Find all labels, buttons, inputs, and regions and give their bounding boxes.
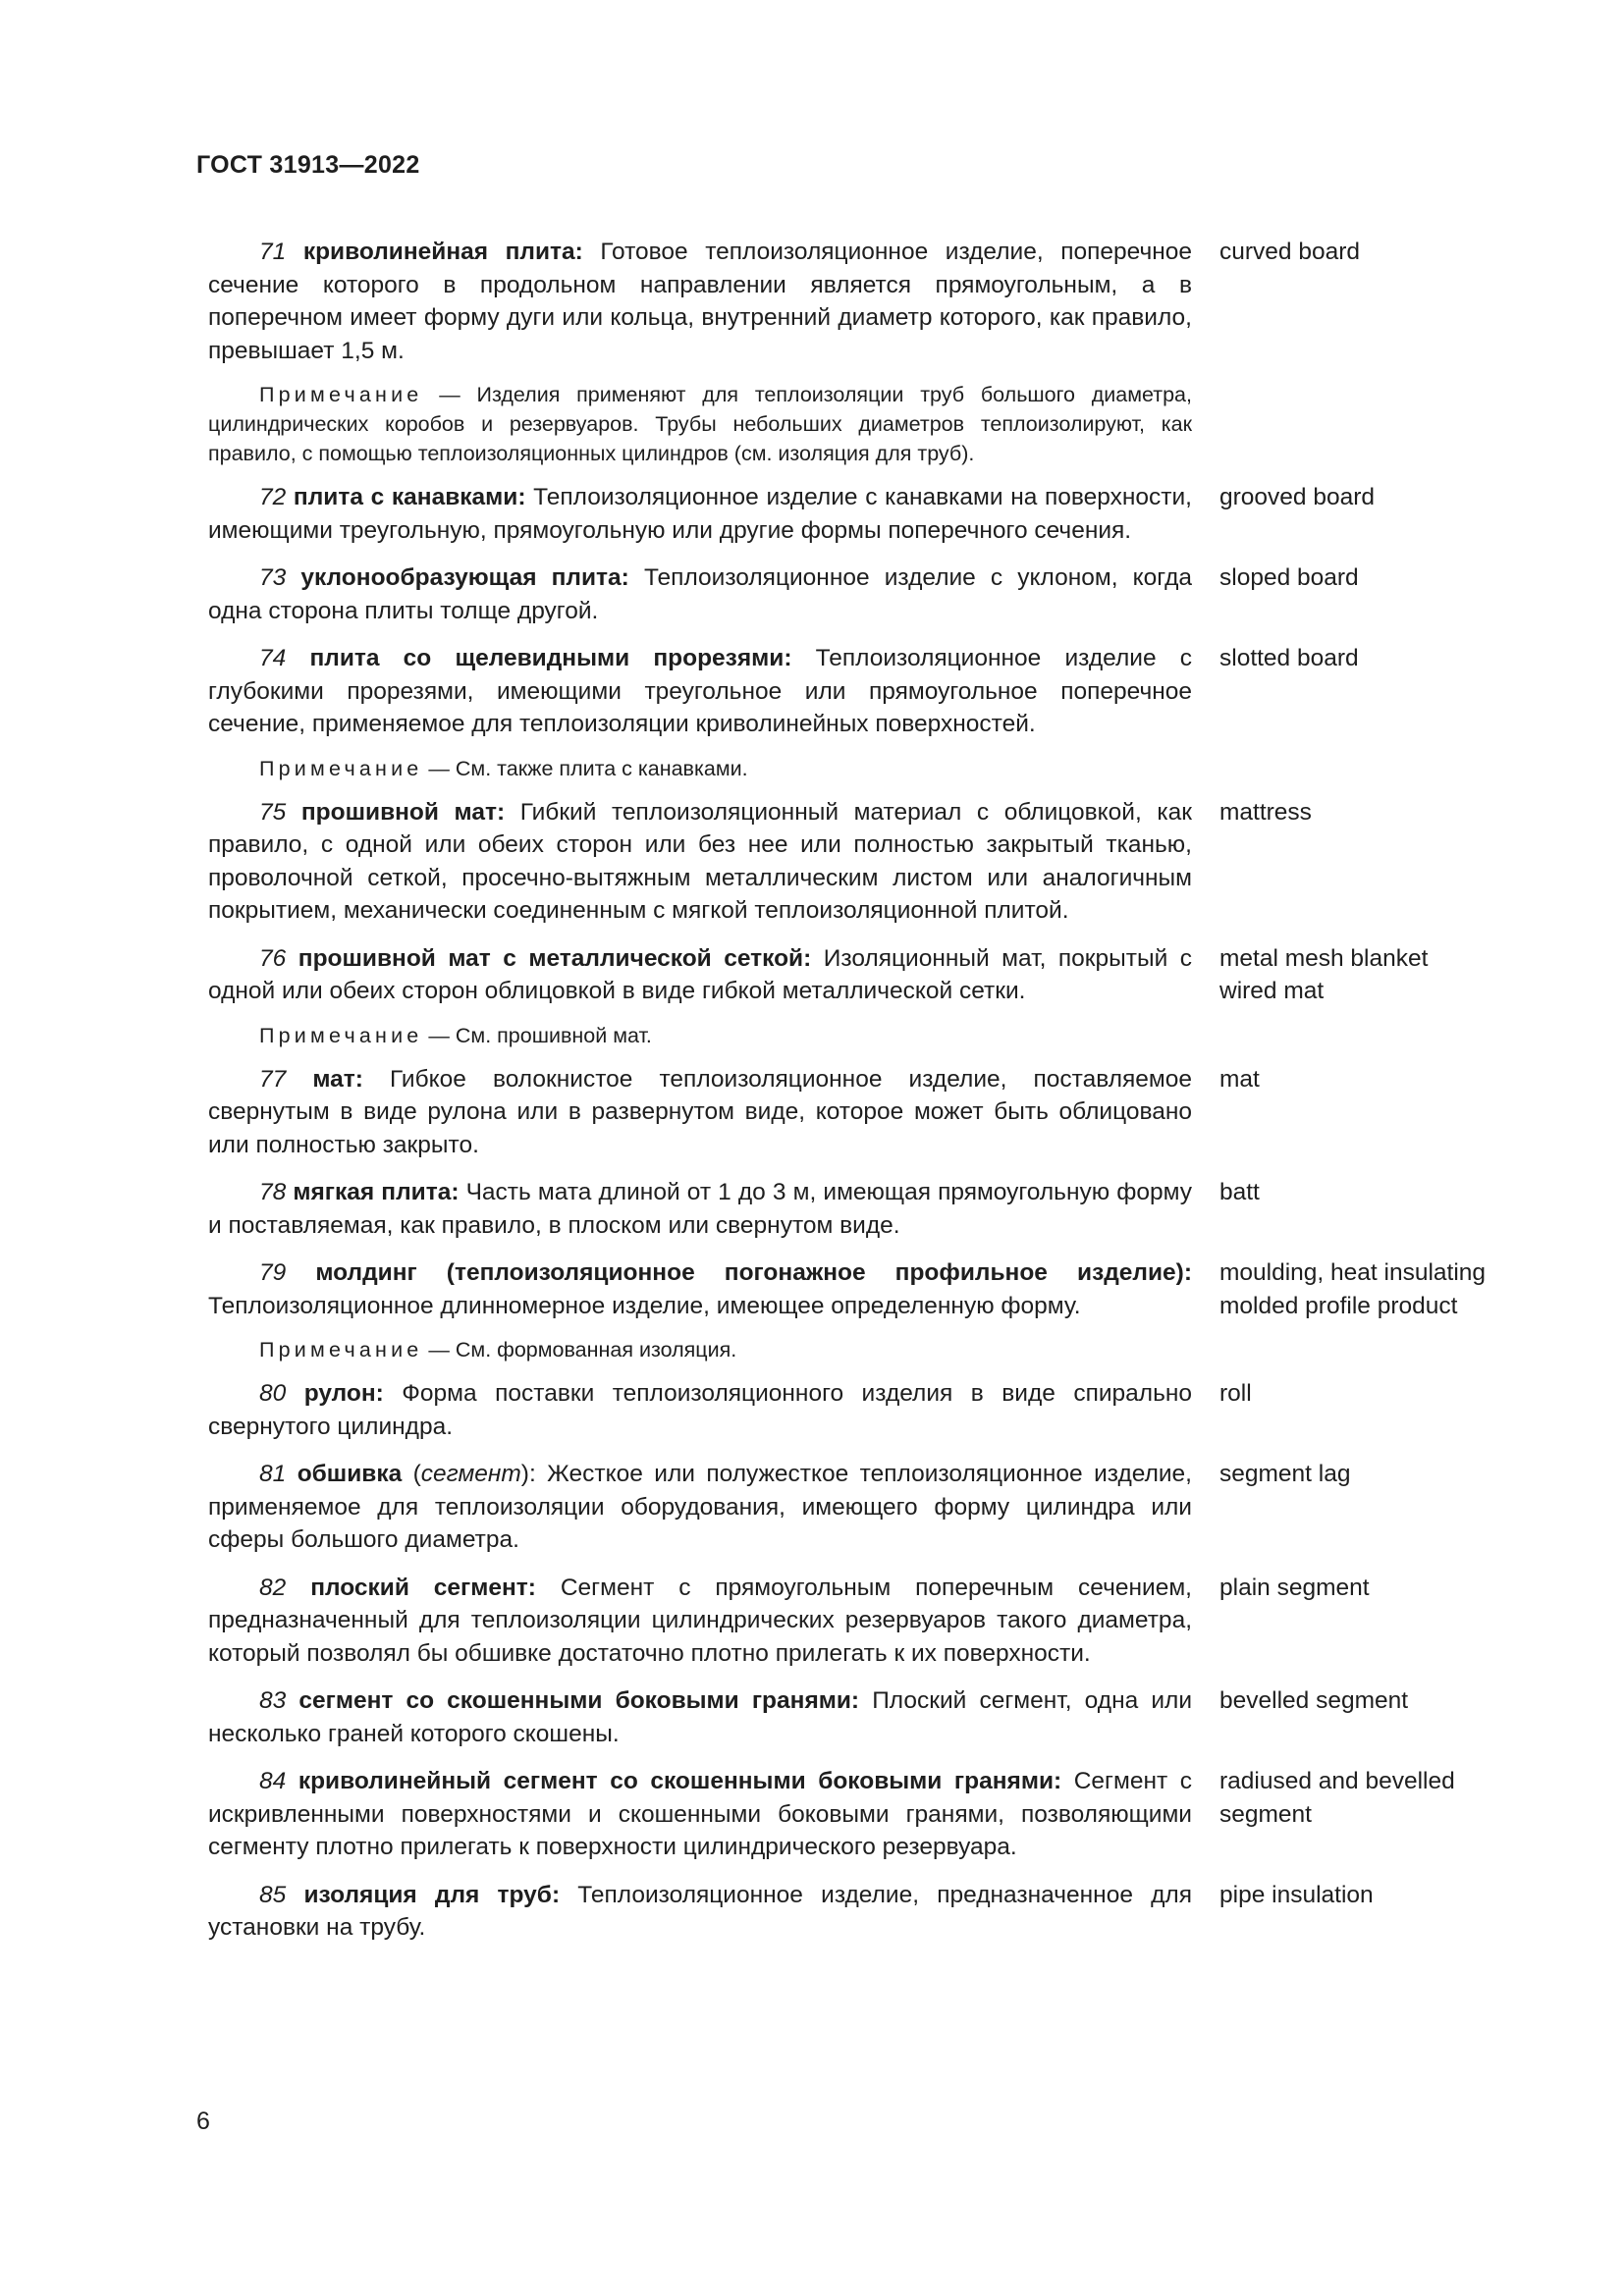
term-name: мат:	[312, 1065, 363, 1093]
english-term: mat	[1219, 1065, 1260, 1093]
definition-text: Жесткое или полужесткое теплоизоляционное изделие, применяемое для теплоизоляции оборудования, имеющего форму цилиндра или сферы большого диаметра.	[208, 1461, 1192, 1553]
term-entry	[208, 236, 1514, 367]
entry-spacer	[208, 928, 1514, 942]
english-term: slotted board	[1219, 645, 1359, 671]
english-equivalent	[1219, 1684, 1514, 1718]
term-name: сегмент со скошенными боковыми гранями:	[298, 1687, 860, 1714]
english-term: sloped board	[1219, 564, 1359, 591]
term-name: криволинейная плита:	[302, 239, 583, 265]
term-definition	[208, 1879, 1192, 1945]
term-entry	[208, 942, 1514, 1008]
term-entry	[208, 1879, 1514, 1945]
english-term: metal mesh blanket	[1219, 944, 1429, 972]
entry-spacer	[208, 547, 1514, 561]
note	[208, 1335, 1192, 1364]
note	[208, 754, 1192, 783]
term-entry	[208, 1572, 1514, 1671]
definition-text: Теплоизоляционное длинномерное изделие, имеющее определенную форму.	[208, 1292, 1081, 1319]
note-text: — См. также плита с канавками.	[422, 756, 748, 780]
term-number: 72	[259, 484, 287, 510]
term-definition	[208, 942, 1192, 1008]
english-term: moulding, heat insulating	[1219, 1259, 1487, 1286]
entry-spacer	[208, 1443, 1514, 1458]
english-term: segment lag	[1219, 1461, 1351, 1487]
note-label: Примечание	[259, 383, 423, 406]
english-term: bevelled segment	[1219, 1687, 1409, 1714]
term-definition	[208, 561, 1192, 627]
term-name: криволинейный сегмент со скошенными боковыми гранями:	[298, 1768, 1062, 1794]
entry-spacer	[208, 1864, 1514, 1879]
entry-spacer	[208, 1750, 1514, 1765]
definition-text: Сегмент с прямоугольным поперечным сечением, предназначенный для теплоизоляции цилиндрических резервуаров такого диаметра, который позволял бы обшивке достаточно плотно прилегать к их поверхности.	[208, 1574, 1192, 1667]
term-entry	[208, 1684, 1514, 1750]
entry-spacer	[208, 1008, 1514, 1021]
term-number: 85	[259, 1881, 287, 1908]
term-name: плоский сегмент:	[310, 1574, 536, 1601]
note-label: Примечание	[259, 1338, 423, 1362]
english-term: segment	[1219, 1800, 1312, 1828]
note	[208, 380, 1192, 468]
english-term: grooved board	[1219, 484, 1376, 510]
term-definition	[208, 236, 1192, 367]
term-entry	[208, 1765, 1514, 1864]
term-number: 76	[259, 944, 287, 972]
entry-spacer	[208, 1161, 1514, 1176]
entry-spacer	[208, 1364, 1514, 1377]
terms-list	[208, 236, 1514, 1945]
english-term: roll	[1219, 1380, 1252, 1407]
english-equivalent	[1219, 1063, 1514, 1096]
term-number: 74	[259, 645, 287, 671]
term-definition	[208, 1572, 1192, 1671]
term-entry	[208, 1458, 1514, 1557]
term-name: плита с канавками:	[293, 484, 526, 510]
definition-text: Гибкий теплоизоляционный материал с облицовкой, как правило, с одной или обеих сторон или без нее или полностью закрытый тканью, проволочной сеткой, просечно-вытяжным металлическим листом или аналогичным покрытием, механически соединенным с мягкой теплоизоляционной плитой.	[208, 798, 1192, 924]
term-entry	[208, 561, 1514, 627]
english-term: wired mat	[1219, 978, 1325, 1004]
english-term: radiused and bevelled	[1219, 1768, 1455, 1794]
term-number: 71	[259, 239, 287, 265]
note-text: — См. прошивной мат.	[422, 1023, 652, 1047]
english-equivalent	[1219, 481, 1514, 514]
english-equivalent	[1219, 1176, 1514, 1209]
entry-spacer	[208, 1557, 1514, 1572]
definition-text: Теплоизоляционное изделие с канавками на поверхности, имеющими треугольную, прямоугольную или другие формы поперечного сечения.	[208, 484, 1192, 544]
term-definition	[208, 642, 1192, 741]
term-number: 80	[259, 1380, 287, 1407]
term-number: 81	[259, 1461, 287, 1487]
term-entry	[208, 1176, 1514, 1242]
term-number: 79	[259, 1259, 287, 1286]
term-name: плита со щелевидными прорезями:	[309, 645, 792, 671]
definition-text: Форма поставки теплоизоляционного изделия в виде спирально свернутого цилиндра.	[208, 1380, 1192, 1440]
definition-text: Теплоизоляционное изделие с глубокими прорезями, имеющими треугольное или прямоугольное поперечное сечение, применяемое для теплоизоляции криволинейных поверхностей.	[208, 645, 1192, 737]
definition-text: Готовое теплоизоляционное изделие, поперечное сечение которого в продольном направлении является прямоугольным, а в поперечном имеет форму дуги или кольца, внутренний диаметр которого, как правило, превышает 1,5 м.	[208, 239, 1192, 364]
term-name: мягкая плита:	[293, 1179, 460, 1205]
term-name: изоляция для труб:	[303, 1881, 561, 1908]
term-number: 83	[259, 1687, 287, 1714]
entry-spacer	[208, 468, 1514, 481]
term-name: обшивка	[297, 1461, 403, 1487]
entry-spacer	[208, 367, 1514, 380]
definition-text: Сегмент с искривленными поверхностями и скошенными боковыми гранями, позволяющими сегменту плотно прилегать к поверхности цилиндрического резервуара.	[208, 1768, 1193, 1860]
term-definition	[208, 1765, 1192, 1864]
english-equivalent	[1219, 1765, 1514, 1831]
term-entry	[208, 1256, 1514, 1322]
term-definition	[208, 1256, 1192, 1322]
term-entry	[208, 642, 1514, 741]
page-number: 6	[196, 2108, 210, 2135]
term-synonym: сегмент	[420, 1461, 521, 1487]
term-entry	[208, 796, 1514, 928]
term-definition	[208, 1063, 1192, 1162]
entry-spacer	[208, 1670, 1514, 1684]
english-equivalent	[1219, 642, 1514, 675]
term-definition	[208, 1377, 1192, 1443]
term-name: уклонообразующая плита:	[300, 564, 629, 591]
entry-spacer	[208, 627, 1514, 642]
definition-text: Изоляционный мат, покрытый с одной или обеих сторон облицовкой в виде гибкой металлической сетки.	[208, 944, 1193, 1004]
english-equivalent	[1219, 1256, 1514, 1322]
term-name: прошивной мат с металлической сеткой:	[298, 944, 812, 972]
note-label: Примечание	[259, 756, 423, 780]
english-equivalent	[1219, 561, 1514, 595]
term-number: 77	[259, 1065, 287, 1093]
definition-text: Теплоизоляционное изделие, предназначенное для установки на трубу.	[208, 1881, 1192, 1941]
term-definition	[208, 796, 1192, 928]
note-label: Примечание	[259, 1023, 423, 1047]
entry-spacer	[208, 1242, 1514, 1256]
term-definition: 81 обшивка (сегмент): Жесткое или полужесткое теплоизоляционное изделие, применяемое для теплоизоляции оборудования, имеющего форму цилиндра или сферы большого диаметра.	[208, 1461, 1192, 1553]
english-term: batt	[1219, 1179, 1260, 1205]
term-name: молдинг (теплоизоляционное погонажное профильное изделие):	[315, 1259, 1192, 1286]
english-term: mattress	[1219, 798, 1312, 826]
term-entry	[208, 1063, 1514, 1162]
term-number: 78	[259, 1179, 287, 1205]
document-code-header: ГОСТ 31913—2022	[196, 151, 420, 179]
english-term: curved board	[1219, 239, 1361, 265]
term-synonym-close: ):	[520, 1461, 536, 1487]
term-number: 75	[259, 798, 287, 826]
definition-text: Часть мата длиной от 1 до 3 м, имеющая прямоугольную форму и поставляемая, как правило, в плоском или свернутом виде.	[208, 1179, 1192, 1239]
note	[208, 1021, 1192, 1050]
term-entry	[208, 1377, 1514, 1443]
definition-text: Плоский сегмент, одна или несколько граней которого скошены.	[208, 1687, 1192, 1747]
term-definition	[208, 1176, 1192, 1242]
note-text: — Изделия применяют для теплоизоляции труб большого диаметра, цилиндрических коробов и резервуаров. Трубы небольших диаметров теплоизолируют, как правило, с помощью теплоизоляционных цилиндров (см. изоляция для труб).	[208, 383, 1192, 465]
definition-text: Теплоизоляционное изделие с уклоном, когда одна сторона плиты толще другой.	[208, 564, 1192, 624]
entry-spacer	[208, 741, 1514, 754]
term-number: 73	[259, 564, 287, 591]
term-definition	[208, 1684, 1192, 1750]
english-term: pipe insulation	[1219, 1881, 1374, 1908]
entry-spacer	[208, 1322, 1514, 1335]
entry-spacer	[208, 783, 1514, 796]
term-name: прошивной мат:	[300, 798, 506, 826]
note-text: — См. формованная изоляция.	[422, 1338, 737, 1362]
english-equivalent	[1219, 1458, 1514, 1491]
term-number: 82	[259, 1574, 287, 1601]
english-equivalent	[1219, 796, 1514, 829]
definition-text: Гибкое волокнистое теплоизоляционное изделие, поставляемое свернутым в виде рулона или в развернутом виде, которое может быть облицовано или полностью закрыто.	[208, 1065, 1192, 1158]
english-equivalent	[1219, 236, 1514, 269]
english-term: molded profile product	[1219, 1292, 1458, 1319]
english-equivalent	[1219, 1879, 1514, 1912]
entry-spacer	[208, 1050, 1514, 1063]
english-equivalent	[1219, 1377, 1514, 1411]
english-term: plain segment	[1219, 1574, 1370, 1601]
english-equivalent	[1219, 942, 1514, 1008]
term-entry	[208, 481, 1514, 547]
term-definition	[208, 481, 1192, 547]
english-equivalent	[1219, 1572, 1514, 1605]
term-name: рулон:	[303, 1380, 384, 1407]
term-number: 84	[259, 1768, 287, 1794]
